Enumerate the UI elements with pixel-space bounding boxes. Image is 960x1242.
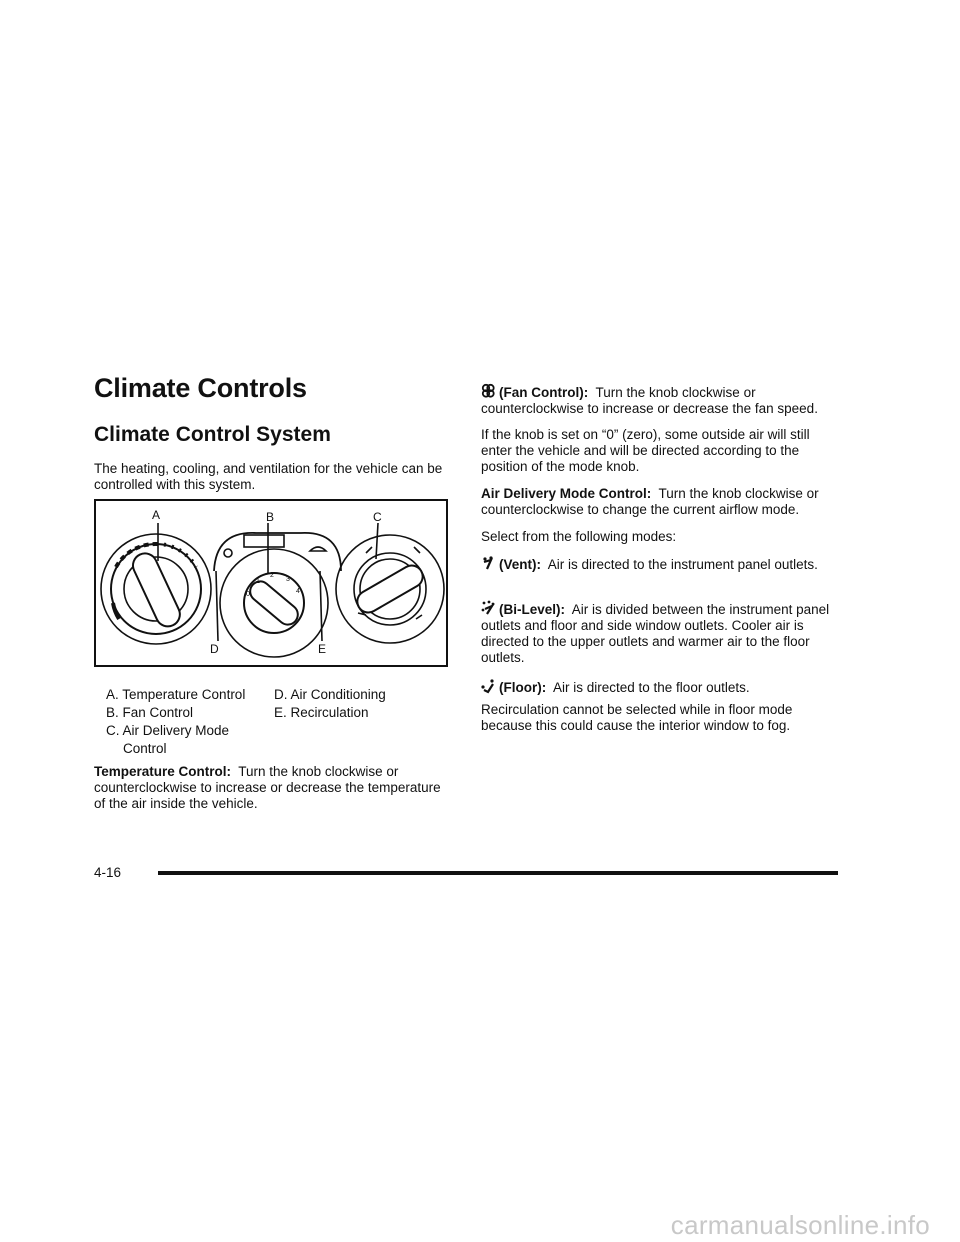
callout-e: E [318,642,327,656]
select-modes-paragraph: Select from the following modes: [481,529,677,544]
bilevel-paragraph [481,600,841,666]
fan-digit-4: 4 [296,588,300,595]
fan-digit-2: 2 [270,572,274,579]
callout-a: A [152,508,161,522]
legend-item-e: E. Recirculation [274,705,369,720]
legend-item-d: D. Air Conditioning [274,687,386,702]
climate-control-figure [94,499,448,667]
page-number: 4-16 [94,865,122,880]
fan-text: Turn the knob clockwise or counterclockwise to increase or decrease the fan speed. [481,385,818,416]
legend-item-b: B. Fan Control [106,705,194,720]
legend-item-a: A. Temperature Control [106,687,246,702]
floor-icon [481,678,495,694]
fan-digit-3: 3 [286,576,290,583]
fan-digit-0: 0 [246,591,250,598]
temperature-text: Turn the knob clockwise or counterclockwise to increase or decrease the temperature of the air inside the vehicle. [94,764,441,811]
vent-lead: (Vent): [499,557,541,572]
floor-lead: (Floor): [499,680,547,695]
page-title: Climate Controls [94,373,307,403]
floor-note-paragraph: Recirculation cannot be selected while in floor mode because this could cause the interior window to fog. [481,702,793,733]
temperature-lead: Temperature Control: [94,764,232,779]
fan-digit-1: 1 [256,578,260,585]
bilevel-lead: (Bi-Level): [499,602,566,617]
vent-text: Air is directed to the instrument panel outlets. [547,557,818,572]
vent-icon [481,555,495,571]
air-delivery-lead: Air Delivery Mode Control: [481,486,652,501]
air-delivery-paragraph [481,486,841,518]
floor-text: Air is directed to the floor outlets. [553,680,750,695]
fan-lead: (Fan Control): [499,385,589,400]
air-delivery-text: Turn the knob clockwise or counterclockwise to change the current airflow mode. [481,486,819,517]
callout-c: C [373,510,382,524]
legend-item-c-continued: Control [123,741,167,756]
legend-item-c: C. Air Delivery Mode [106,723,230,738]
temperature-paragraph [94,764,454,812]
fan-icon [481,383,495,399]
floor-paragraph [481,678,841,696]
section-title: Climate Control System [94,423,331,446]
footer-rule [158,871,838,875]
fan-paragraph [481,383,846,417]
intro-paragraph: The heating, cooling, and ventilation for the vehicle can be controlled with this system. [94,461,443,492]
watermark: carmanualsonline.info [670,1210,930,1240]
fan-zero-paragraph: If the knob is set on “0” (zero), some outside air will still enter the vehicle and will be directed according to the position of the mode knob. [481,427,810,474]
bilevel-text: Air is divided between the instrument panel outlets and floor and side window outlets. Cooler air is directed to the upper outlets and warmer air to the floor outlets. [481,602,830,665]
callout-d: D [210,642,219,656]
bilevel-icon [481,600,495,616]
vent-paragraph [481,555,841,573]
callout-b: B [266,510,275,524]
